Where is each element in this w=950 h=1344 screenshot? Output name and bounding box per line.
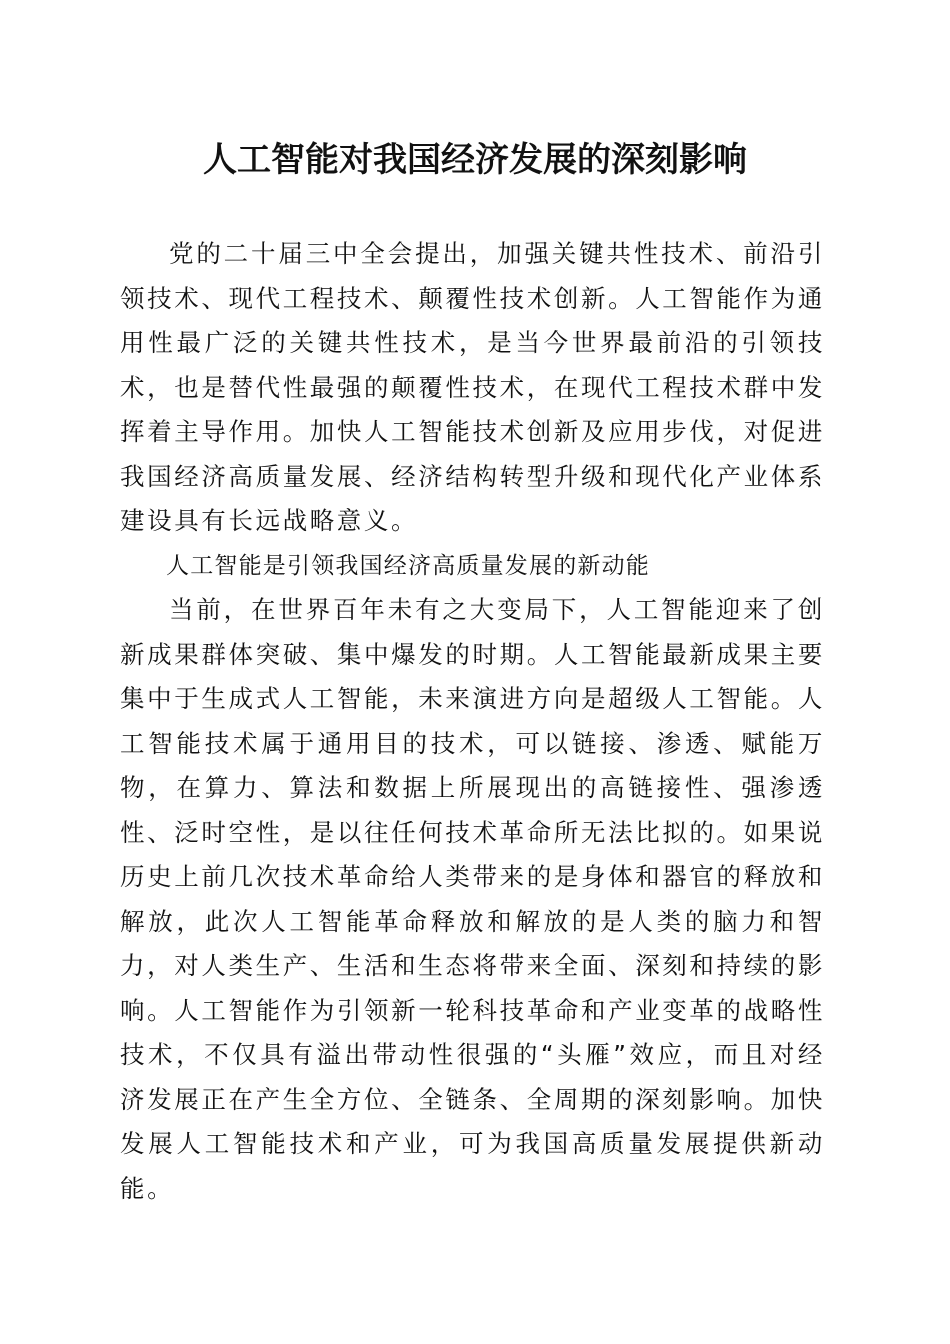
section-paragraph: 当前，在世界百年未有之大变局下，人工智能迎来了创新成果群体突破、集中爆发的时期。人工智能最新成果主要集中于生成式人工智能，未来演进方向是超级人工智能。人工智能技术属于通用目的技术，可以链接、渗透、赋能万物，在算力、算法和数据上所展现出的高链接性、强渗透性、泛时空性，是以往任何技术革命所无法比拟的。如果说历史上前几次技术革命给人类带来的是身体和器官的释放和解放，此次人工智能革命释放和解放的是人类的脑力和智力，对人类生产、生活和生态将带来全面、深刻和持续的影响。人工智能作为引领新一轮科技革命和产业变革的战略性技术，不仅具有溢出带动性很强的“头雁”效应，而且对经济发展正在产生全方位、全链条、全周期的深刻影响。加快发展人工智能技术和产业，可为我国高质量发展提供新动能。 — [120, 595, 825, 1203]
document-body — [120, 232, 825, 1211]
section-heading: 人工智能是引领我国经济高质量发展的新动能 — [166, 552, 650, 579]
document-title: 人工智能对我国经济发展的深刻影响 — [203, 140, 747, 180]
intro-paragraph: 党的二十届三中全会提出，加强关键共性技术、前沿引领技术、现代工程技术、颠覆性技术创新。人工智能作为通用性最广泛的关键共性技术，是当今世界最前沿的引领技术，也是替代性最强的颠覆性技术，在现代工程技术群中发挥着主导作用。加快人工智能技术创新及应用步伐，对促进我国经济高质量发展、经济结构转型升级和现代化产业体系建设具有长远战略意义。 — [120, 239, 825, 535]
